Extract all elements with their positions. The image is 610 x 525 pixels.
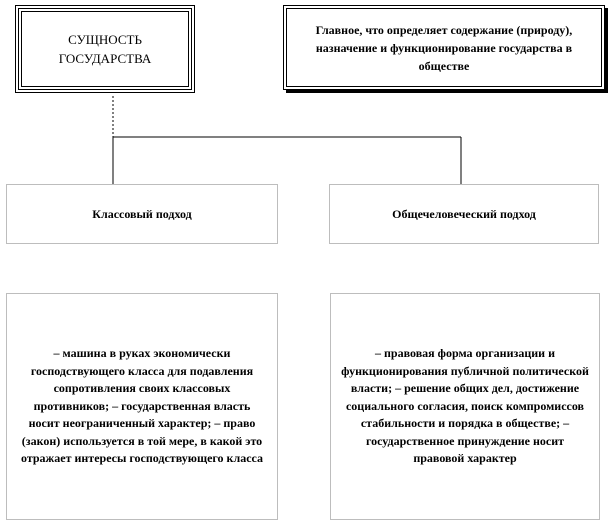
class-approach-label: Классовый подход [92, 206, 192, 221]
class-approach-box [6, 184, 278, 244]
title-line-2: ГОСУДАРСТВА [58, 51, 152, 66]
definition-box [283, 5, 605, 90]
class-approach-details: – машина в руках экономически господствующего класса для подавления сопротивления своих классовых противников; – государственная власть носит неограниченный характер; – право (закон) используется в той мере, в какой это отражает интересы господствующего класса [21, 346, 263, 466]
class-approach-details-box [6, 293, 278, 520]
universal-approach-details: – правовая форма организации и функционирования публичной политической власти; – решение общих дел, достижение социального согласия, поиск компромиссов стабильности и порядка в обществе; – государственное принуждение носит правовой характер [341, 346, 589, 466]
title-box [15, 5, 195, 93]
universal-approach-label: Общечеловеческий подход [392, 206, 536, 221]
title-line-1: СУЩНОСТЬ [68, 32, 142, 47]
definition-text: Главное, что определяет содержание (природу), назначение и функционирование государства в обществе [315, 22, 573, 73]
universal-approach-box [329, 184, 599, 244]
universal-approach-details-box [330, 293, 600, 520]
